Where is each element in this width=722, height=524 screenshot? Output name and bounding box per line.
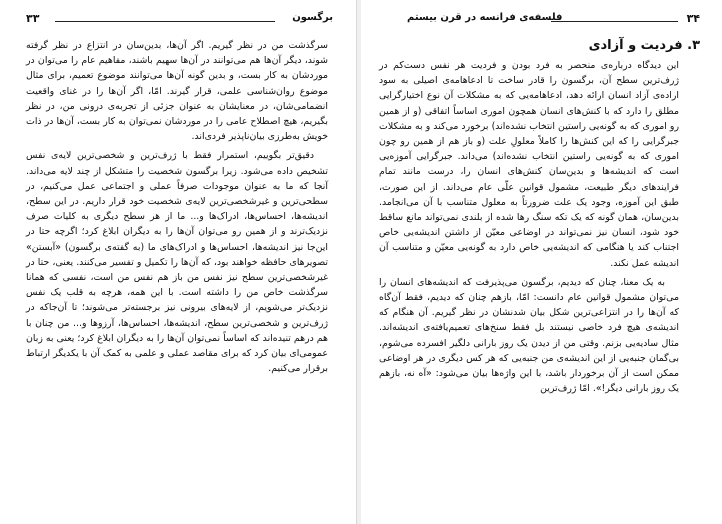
left-page-number: ۳۳ — [26, 12, 40, 25]
left-page-header — [0, 12, 357, 34]
right-page-header — [361, 12, 722, 34]
right-page-number: ۳۴ — [686, 12, 700, 25]
right-page-body — [379, 58, 679, 400]
section-title: ۳. فردیت و آزادی — [588, 38, 700, 53]
right-paragraph-2: به یک معنا، چنان که دیدیم، برگسون می‌پذیرفت که اندیشه‌های انسان را می‌توان مشمول قوانین عام دانست: امّا، بازهم چنان که دیدیم، فقط آن‌گاه که آن‌ها را در انتزاعی‌ترین شکل بیان شدنشان در نظر گیریم. آن هنگام که اندیشه‌ی هیچ فرد خاصی نیستند بل فقط سنخ‌های تعمیم‌یافته‌ی اندیشه‌اند. مثال سادیه‌یی بزنم. وقتی من از دیدن یک روز بارانی دلگیر افسرده می‌شوم، بی‌گمان جنبه‌یی از این اندیشه‌ی من جنبه‌یی که هر کس دیگری در هر اوضاعی ممکن است از آن برخوردار باشد، با این واژه‌ها بیان می‌شود: «آه نه، بازهم یک روز بارانی دیگر!». امّا ژرف‌ترین — [379, 276, 679, 395]
left-paragraph-1: سرگذشت من در نظر گیریم. اگر آن‌ها، بدین‌سان در انتزاع در نظر گرفته شوند، دیگر آن‌ها هم می‌توانند در آن‌ها سهیم باشند، مفاهیم عام را می‌توان در موردشان به کار بست، و بدین گونه آن‌ها می‌توانند موضوع تعمیم، برای مثال موضوع روان‌شناسی علمی، قرار گیرند. امّا، اگر آن‌ها را در غنای واقعیت انضمامی‌شان، در معنایشان به عنوان جزئی از تجربه‌ی درونی من، در نظر بگیریم، هیچ اصطلاح عامی را در موردشان نمی‌توان به کار بست، آن‌ها در ذات خویش به‌طرزی بیان‌ناپذیر فردی‌اند. — [26, 40, 328, 143]
right-header-rule — [551, 21, 678, 22]
right-page — [361, 0, 722, 524]
left-running-head: برگسون — [292, 12, 333, 23]
left-header-rule — [55, 21, 275, 22]
left-page — [0, 0, 357, 524]
right-running-head: فلسفه‌ی فرانسه در قرن بیستم — [407, 12, 563, 23]
right-paragraph-1: این دیدگاه درباره‌ی منحصر به فرد بودن و فردیت هر نفس دست‌کم در ژرف‌ترین سطح آن، برگسون را قادر ساخت تا ادعاهامه‌ی اصیلی به سود اراده‌ی آزاد انسان ارائه دهد، ادعاهامه‌یی که به مشکلات آن نوع اختیارگرایی مطلق را دارد که با کنش‌های انسان همچون اموری اساساً اتفاقی (و از همین رو اموری که به گونه‌یی راستین انتخاب نشده‌اند) برخورد می‌کند و به مشکلات جبرگرایی را که این کنش‌ها را کاملاً معلولِ علت (و باز هم از همین رو چون اموری که به گونه‌یی راستین انتخاب نشده‌اند) می‌داند. جبرگرایی آموزه‌یی است که اندیشه‌ها و بدین‌سان کنش‌های انسان را، درست مانند تمام فرایندهای دیگر طبیعت، مشمول قوانین علّی عام می‌داند. از این صورت، طبق این آموزه، وجود یک علت ضرورتاً به معلول متناسب با آن می‌انجامد. بدین‌سان، همان گونه که یک تکه سنگ رها شده از بلندی نمی‌تواند مانع ساقط خود شود، انسان نیز نمی‌تواند در اوضاعی معیّن از داشتن اندیشه‌یی خاص اجتناب کند یا هنگامی که اندیشه‌یی خاص دارد به گونه‌یی معیّن و متناسب آن اندیشه عمل نکند. — [379, 60, 679, 269]
left-paragraph-2: دقیق‌تر بگوییم، استمرار فقط با ژرف‌ترین و شخصی‌ترین لایه‌ی نفس تشخیص داده می‌شود. زیرا برگسون شخصیت را متشکل از چند لایه می‌داند. آنجا که ما به عنوان موجودات صرفاً عملی و اجتماعی عمل می‌کنیم، در سطحی‌ترین و غیرشخصی‌ترین لایه‌ی شخصیت خود قرار داریم. در این سطح، اندیشه‌ها، احساس‌ها، ادراک‌ها و... ما از هر سطح دیگری به کلیات صرف نزدیک‌ترند و از همین رو می‌توان آن‌ها را به دیگران ابلاغ کرد؛ اگرچه حتا در این‌جا نیز اندیشه‌ها، احساس‌ها و ادراک‌های ما (به گفته‌ی برگسون) «آبستن» تصویرهای حافظه خواهند بود، که آن‌ها را تکمیل و تفسیر می‌کنند. یعنی، حتا در غیرشخصی‌ترین سطح نیز نفس من باز هم نفس من است، نفسی که همانا سرگذشت خاص من را داشته است. با این همه، هرچه به قلب یک نفس نزدیک‌تر می‌شویم، از لایه‌های بیرونی نیز برجسته‌تر می‌شوند؛ تا آن‌جاکه در ژرف‌ترین و شخصی‌ترین سطح، اندیشه‌ها، احساس‌ها، آرزوها و... من چنان با هم درهم تنیده‌اند که اساساً نمی‌توان آن‌ها را به دیگران ابلاغ کرد؛ یعنی به زبان عمومی‌ای بیان کرد که برای مقاصد عملی و علمی به کمک آن با یکدیگر ارتباط برقرار می‌کنیم. — [26, 150, 328, 375]
left-page-body — [26, 38, 328, 380]
